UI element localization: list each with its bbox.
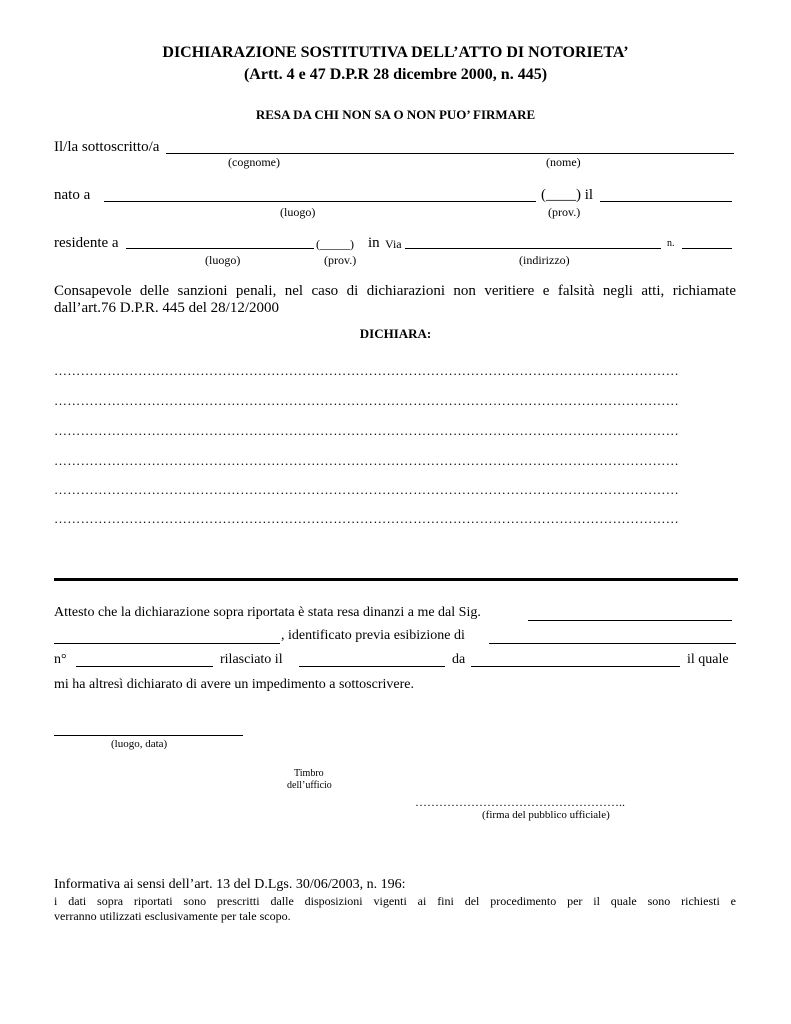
street-number-label: n. [667,238,675,249]
official-signature-hint: (firma del pubblico ufficiale) [482,809,610,821]
undersigned-name-field[interactable] [166,153,734,154]
residence-place-field[interactable] [126,248,314,249]
issuing-authority-field[interactable] [471,666,680,667]
birth-place-field[interactable] [104,201,536,202]
birth-province-and-date-label: (____) il [541,187,594,203]
via-label: Via [385,237,402,251]
awareness-text-line2: dall’art.76 D.P.R. 445 del 28/12/2000 [54,300,279,316]
surname-hint: (cognome) [228,155,280,169]
declaration-dotted-line-6[interactable]: …………………………………………………………………………………………………………………………… [54,511,680,526]
attestation-line4: mi ha altresì dichiarato di avere un impedimento a sottoscrivere. [54,677,414,692]
issue-date-field[interactable] [299,666,445,667]
stamp-label-line1: Timbro [294,768,324,779]
residence-province-field[interactable]: (_____) [316,237,354,251]
attestation-line2: , identificato previa esibizione di [281,628,465,643]
identity-document-field[interactable] [489,643,736,644]
document-title: DICHIARAZIONE SOSTITUTIVA DELL’ATTO DI NOTORIETA’ [162,44,629,61]
issued-by-label: da [452,652,466,667]
stamp-label-line2: dell’ufficio [287,780,332,791]
undersigned-label: Il/la sottoscritto/a [54,139,160,155]
residence-province-hint: (prov.) [324,253,357,267]
declaration-heading: DICHIARA: [359,326,432,341]
privacy-text-line2: verranno utilizzati esclusivamente per tale scopo. [54,909,291,923]
declaration-dotted-line-2[interactable]: …………………………………………………………………………………………………………………………… [54,393,680,408]
section-divider [54,578,738,581]
attestation-line1: Attesto che la dichiarazione sopra riportata è stata resa dinanzi a me dal Sig. [54,605,481,620]
birth-date-field[interactable] [600,201,732,202]
document-subtitle: RESA DA CHI NON SA O NON PUO’ FIRMARE [255,107,536,122]
document-number-field[interactable] [76,666,213,667]
official-signature-field[interactable]: …………………………………………….. [415,795,625,809]
privacy-heading: Informativa ai sensi dell’art. 13 del D.Lgs. 30/06/2003, n. 196: [54,877,406,892]
birth-place-hint: (luogo) [280,205,316,219]
residence-place-hint: (luogo) [205,253,241,267]
in-label: in [368,235,380,251]
street-number-field[interactable] [682,248,732,249]
issued-on-label: rilasciato il [220,652,283,667]
declaration-dotted-line-4[interactable]: …………………………………………………………………………………………………………………………… [54,453,680,468]
place-date-field[interactable] [54,735,243,736]
document-number-label: n° [54,652,67,667]
address-field[interactable] [405,248,661,249]
name-hint: (nome) [546,155,581,169]
birth-province-hint: (prov.) [548,205,581,219]
awareness-text-line1: Consapevole delle sanzioni penali, nel caso di dichiarazioni non veritiere e falsità negli atti, richiamate [54,283,736,299]
declaration-dotted-line-3[interactable]: …………………………………………………………………………………………………………………………… [54,423,680,438]
resident-label: residente a [54,235,119,251]
privacy-text-line1: i dati sopra riportati sono prescritti dalle disposizioni vigenti ai fini del procedimento per il quale sono richiesti e [54,894,736,908]
born-label: nato a [54,187,91,203]
declaration-dotted-line-5[interactable]: …………………………………………………………………………………………………………………………… [54,482,680,497]
declaration-dotted-line-1[interactable]: …………………………………………………………………………………………………………………………… [54,363,680,378]
who-label: il quale [687,652,729,667]
document-legal-reference: (Artt. 4 e 47 D.P.R 28 dicembre 2000, n. 445) [243,66,548,83]
address-hint: (indirizzo) [519,253,570,267]
attestation-person-field[interactable] [528,620,732,621]
attestation-person-field-continued[interactable] [54,643,280,644]
place-date-hint: (luogo, data) [111,738,168,750]
